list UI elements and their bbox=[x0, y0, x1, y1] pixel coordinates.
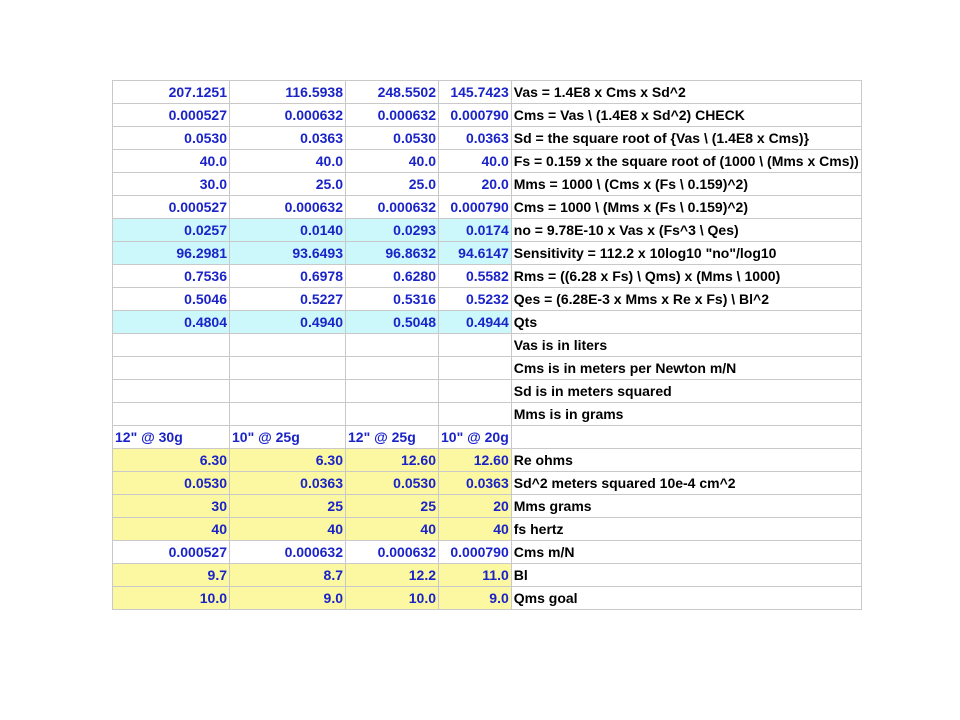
formula-label-cell[interactable]: Qms goal bbox=[511, 587, 861, 610]
value-cell[interactable]: 0.5227 bbox=[230, 288, 346, 311]
value-cell[interactable] bbox=[230, 403, 346, 426]
value-cell[interactable]: 30.0 bbox=[113, 173, 230, 196]
table-row bbox=[113, 495, 862, 518]
value-cell[interactable]: 0.0257 bbox=[113, 219, 230, 242]
value-cell[interactable] bbox=[346, 380, 439, 403]
value-cell[interactable] bbox=[230, 357, 346, 380]
value-cell[interactable]: 207.1251 bbox=[113, 81, 230, 104]
spreadsheet-table bbox=[112, 80, 862, 610]
value-cell[interactable]: 9.0 bbox=[439, 587, 512, 610]
value-cell[interactable]: 8.7 bbox=[230, 564, 346, 587]
value-cell[interactable]: 0.0530 bbox=[346, 127, 439, 150]
value-cell[interactable]: 0.000632 bbox=[346, 104, 439, 127]
formula-label-cell[interactable]: Qts bbox=[511, 311, 861, 334]
value-cell[interactable]: 40.0 bbox=[439, 150, 512, 173]
table-row bbox=[113, 219, 862, 242]
table-row bbox=[113, 196, 862, 219]
formula-label-cell[interactable]: Mms is in grams bbox=[511, 403, 861, 426]
table-row bbox=[113, 334, 862, 357]
value-cell[interactable]: 6.30 bbox=[230, 449, 346, 472]
value-cell[interactable]: 0.0530 bbox=[113, 472, 230, 495]
table-row bbox=[113, 426, 862, 449]
table-row bbox=[113, 472, 862, 495]
value-cell[interactable]: 0.000790 bbox=[439, 196, 512, 219]
value-cell[interactable]: 0.0363 bbox=[439, 472, 512, 495]
table-row bbox=[113, 242, 862, 265]
formula-label-cell[interactable]: Vas = 1.4E8 x Cms x Sd^2 bbox=[511, 81, 861, 104]
value-cell[interactable] bbox=[346, 357, 439, 380]
value-cell[interactable]: 11.0 bbox=[439, 564, 512, 587]
value-cell[interactable]: 40 bbox=[439, 518, 512, 541]
value-cell[interactable] bbox=[439, 357, 512, 380]
table-row bbox=[113, 403, 862, 426]
formula-label-cell[interactable] bbox=[511, 426, 861, 449]
formula-label-cell[interactable]: Cms m/N bbox=[511, 541, 861, 564]
value-cell[interactable]: 0.0530 bbox=[113, 127, 230, 150]
value-cell[interactable] bbox=[230, 334, 346, 357]
column-header-cell[interactable]: 12" @ 25g bbox=[346, 426, 439, 449]
table-row bbox=[113, 564, 862, 587]
table-row bbox=[113, 127, 862, 150]
formula-label-cell[interactable]: Sensitivity = 112.2 x 10log10 "no"/log10 bbox=[511, 242, 861, 265]
value-cell[interactable]: 0.000632 bbox=[230, 541, 346, 564]
formula-label-cell[interactable]: Sd is in meters squared bbox=[511, 380, 861, 403]
table-row bbox=[113, 311, 862, 334]
value-cell[interactable]: 0.0174 bbox=[439, 219, 512, 242]
formula-label-cell[interactable]: Rms = ((6.28 x Fs) \ Qms) x (Mms \ 1000) bbox=[511, 265, 861, 288]
value-cell[interactable]: 96.8632 bbox=[346, 242, 439, 265]
value-cell[interactable] bbox=[113, 357, 230, 380]
table-row bbox=[113, 173, 862, 196]
value-cell[interactable]: 10.0 bbox=[113, 587, 230, 610]
formula-label-cell[interactable]: Qes = (6.28E-3 x Mms x Re x Fs) \ Bl^2 bbox=[511, 288, 861, 311]
value-cell[interactable]: 0.000632 bbox=[230, 104, 346, 127]
value-cell[interactable]: 93.6493 bbox=[230, 242, 346, 265]
table-row bbox=[113, 449, 862, 472]
formula-label-cell[interactable]: no = 9.78E-10 x Vas x (Fs^3 \ Qes) bbox=[511, 219, 861, 242]
table-row bbox=[113, 587, 862, 610]
column-header-cell[interactable]: 12" @ 30g bbox=[113, 426, 230, 449]
value-cell[interactable]: 0.5048 bbox=[346, 311, 439, 334]
value-cell[interactable]: 9.0 bbox=[230, 587, 346, 610]
value-cell[interactable]: 0.0293 bbox=[346, 219, 439, 242]
value-cell[interactable] bbox=[346, 403, 439, 426]
value-cell[interactable] bbox=[439, 334, 512, 357]
value-cell[interactable]: 0.000527 bbox=[113, 541, 230, 564]
value-cell[interactable]: 0.0530 bbox=[346, 472, 439, 495]
value-cell[interactable]: 116.5938 bbox=[230, 81, 346, 104]
value-cell[interactable]: 40 bbox=[113, 518, 230, 541]
value-cell[interactable]: 20 bbox=[439, 495, 512, 518]
value-cell[interactable]: 248.5502 bbox=[346, 81, 439, 104]
value-cell[interactable]: 0.6978 bbox=[230, 265, 346, 288]
value-cell[interactable]: 40 bbox=[346, 518, 439, 541]
value-cell[interactable]: 0.0363 bbox=[230, 127, 346, 150]
value-cell[interactable]: 0.000790 bbox=[439, 104, 512, 127]
table-row bbox=[113, 518, 862, 541]
value-cell[interactable]: 94.6147 bbox=[439, 242, 512, 265]
value-cell[interactable]: 25 bbox=[230, 495, 346, 518]
value-cell[interactable]: 25.0 bbox=[346, 173, 439, 196]
value-cell[interactable]: 0.000527 bbox=[113, 104, 230, 127]
value-cell[interactable]: 0.4804 bbox=[113, 311, 230, 334]
value-cell[interactable]: 12.60 bbox=[439, 449, 512, 472]
value-cell[interactable]: 25 bbox=[346, 495, 439, 518]
formula-label-cell[interactable]: Bl bbox=[511, 564, 861, 587]
value-cell[interactable]: 0.5232 bbox=[439, 288, 512, 311]
value-cell[interactable]: 0.000632 bbox=[230, 196, 346, 219]
value-cell[interactable]: 40.0 bbox=[230, 150, 346, 173]
value-cell[interactable]: 30 bbox=[113, 495, 230, 518]
column-header-cell[interactable]: 10" @ 20g bbox=[439, 426, 512, 449]
table-row bbox=[113, 150, 862, 173]
value-cell[interactable]: 6.30 bbox=[113, 449, 230, 472]
formula-label-cell[interactable]: Mms grams bbox=[511, 495, 861, 518]
value-cell[interactable] bbox=[439, 380, 512, 403]
value-cell[interactable]: 0.5316 bbox=[346, 288, 439, 311]
value-cell[interactable]: 0.6280 bbox=[346, 265, 439, 288]
column-header-cell[interactable]: 10" @ 25g bbox=[230, 426, 346, 449]
value-cell[interactable]: 12.2 bbox=[346, 564, 439, 587]
value-cell[interactable]: 0.000527 bbox=[113, 196, 230, 219]
value-cell[interactable]: 40.0 bbox=[113, 150, 230, 173]
formula-label-cell[interactable]: Vas is in liters bbox=[511, 334, 861, 357]
value-cell[interactable] bbox=[346, 334, 439, 357]
formula-label-cell[interactable]: fs hertz bbox=[511, 518, 861, 541]
value-cell[interactable] bbox=[113, 403, 230, 426]
value-cell[interactable]: 12.60 bbox=[346, 449, 439, 472]
value-cell[interactable] bbox=[113, 334, 230, 357]
table-row bbox=[113, 380, 862, 403]
value-cell[interactable]: 0.000632 bbox=[346, 541, 439, 564]
value-cell[interactable]: 25.0 bbox=[230, 173, 346, 196]
table-row bbox=[113, 541, 862, 564]
spreadsheet-body bbox=[113, 81, 862, 610]
value-cell[interactable]: 0.000632 bbox=[346, 196, 439, 219]
value-cell[interactable]: 0.7536 bbox=[113, 265, 230, 288]
table-row bbox=[113, 104, 862, 127]
value-cell[interactable]: 0.0363 bbox=[230, 472, 346, 495]
value-cell[interactable]: 40 bbox=[230, 518, 346, 541]
value-cell[interactable] bbox=[230, 380, 346, 403]
value-cell[interactable]: 0.4944 bbox=[439, 311, 512, 334]
value-cell[interactable]: 0.000790 bbox=[439, 541, 512, 564]
value-cell[interactable]: 0.5582 bbox=[439, 265, 512, 288]
formula-label-cell[interactable]: Re ohms bbox=[511, 449, 861, 472]
formula-label-cell[interactable]: Sd = the square root of {Vas \ (1.4E8 x Cms)} bbox=[511, 127, 861, 150]
value-cell[interactable] bbox=[439, 403, 512, 426]
value-cell[interactable]: 40.0 bbox=[346, 150, 439, 173]
value-cell[interactable] bbox=[113, 380, 230, 403]
table-row bbox=[113, 265, 862, 288]
formula-label-cell[interactable]: Cms = 1000 \ (Mms x (Fs \ 0.159)^2) bbox=[511, 196, 861, 219]
table-row bbox=[113, 288, 862, 311]
value-cell[interactable]: 0.5046 bbox=[113, 288, 230, 311]
formula-label-cell[interactable]: Cms = Vas \ (1.4E8 x Sd^2) CHECK bbox=[511, 104, 861, 127]
formula-label-cell[interactable]: Sd^2 meters squared 10e-4 cm^2 bbox=[511, 472, 861, 495]
value-cell[interactable]: 0.4940 bbox=[230, 311, 346, 334]
formula-label-cell[interactable]: Mms = 1000 \ (Cms x (Fs \ 0.159)^2) bbox=[511, 173, 861, 196]
value-cell[interactable]: 20.0 bbox=[439, 173, 512, 196]
value-cell[interactable]: 0.0363 bbox=[439, 127, 512, 150]
value-cell[interactable]: 9.7 bbox=[113, 564, 230, 587]
value-cell[interactable]: 10.0 bbox=[346, 587, 439, 610]
formula-label-cell[interactable]: Fs = 0.159 x the square root of (1000 \ (Mms x Cms)) bbox=[511, 150, 861, 173]
table-row bbox=[113, 81, 862, 104]
formula-label-cell[interactable]: Cms is in meters per Newton m/N bbox=[511, 357, 861, 380]
value-cell[interactable]: 96.2981 bbox=[113, 242, 230, 265]
table-row bbox=[113, 357, 862, 380]
value-cell[interactable]: 145.7423 bbox=[439, 81, 512, 104]
value-cell[interactable]: 0.0140 bbox=[230, 219, 346, 242]
